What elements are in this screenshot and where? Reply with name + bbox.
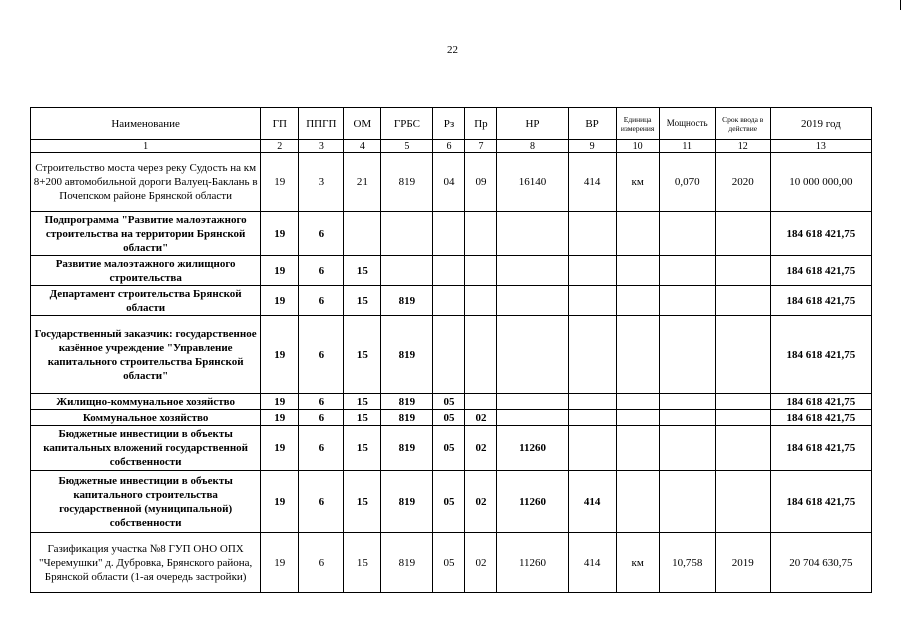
cell-rz (433, 316, 465, 394)
cell-pr (465, 256, 497, 286)
cell-term (715, 394, 770, 410)
cell-pr (465, 316, 497, 394)
column-number: 4 (344, 140, 381, 153)
cell-power: 0,070 (659, 153, 715, 212)
cell-nr (497, 212, 568, 256)
cell-ppgp: 6 (299, 410, 344, 426)
cell-ppgp: 6 (299, 426, 344, 471)
column-number: 7 (465, 140, 497, 153)
column-number: 1 (31, 140, 261, 153)
cell-rz: 05 (433, 533, 465, 593)
table-row (31, 316, 872, 394)
cell-name: Бюджетные инвестиции в объекты капитальных вложений государственной собственности (31, 426, 261, 471)
cell-grbs: 819 (381, 394, 433, 410)
cell-name: Подпрограмма "Развитие малоэтажного строительства на территории Брянской области" (31, 212, 261, 256)
cell-term (715, 212, 770, 256)
cell-amount: 184 618 421,75 (770, 410, 871, 426)
cell-ppgp: 6 (299, 316, 344, 394)
cell-pr: 02 (465, 533, 497, 593)
cell-rz: 05 (433, 394, 465, 410)
cell-term (715, 471, 770, 533)
header-cell: 2019 год (770, 108, 871, 140)
cell-ppgp: 6 (299, 212, 344, 256)
header-cell: Единица измерения (616, 108, 659, 140)
cell-name: Развитие малоэтажного жилищного строительства (31, 256, 261, 286)
cell-om: 15 (344, 471, 381, 533)
cell-grbs: 819 (381, 426, 433, 471)
column-number: 10 (616, 140, 659, 153)
header-cell: ВР (568, 108, 616, 140)
cell-name: Департамент строительства Брянской области (31, 286, 261, 316)
cell-gp: 19 (261, 394, 299, 410)
header-cell: ГП (261, 108, 299, 140)
table-row (31, 212, 872, 256)
cell-unit (616, 256, 659, 286)
table-row (31, 426, 872, 471)
cell-unit (616, 471, 659, 533)
cell-power (659, 410, 715, 426)
cell-name: Государственный заказчик: государственное казённое учреждение "Управление капитального строительства Брянской области" (31, 316, 261, 394)
cell-nr (497, 256, 568, 286)
column-number-row (31, 140, 872, 153)
cell-pr (465, 212, 497, 256)
cell-gp: 19 (261, 316, 299, 394)
cell-grbs: 819 (381, 471, 433, 533)
cell-vr: 414 (568, 471, 616, 533)
cell-pr (465, 394, 497, 410)
cell-power (659, 256, 715, 286)
cell-amount: 184 618 421,75 (770, 286, 871, 316)
table-row (31, 533, 872, 593)
cell-vr: 414 (568, 153, 616, 212)
cell-nr: 11260 (497, 533, 568, 593)
cell-amount: 184 618 421,75 (770, 212, 871, 256)
cell-grbs: 819 (381, 286, 433, 316)
column-number: 5 (381, 140, 433, 153)
cell-ppgp: 6 (299, 533, 344, 593)
cell-gp: 19 (261, 212, 299, 256)
cell-om: 21 (344, 153, 381, 212)
cell-gp: 19 (261, 256, 299, 286)
header-cell: Наименование (31, 108, 261, 140)
cell-grbs: 819 (381, 153, 433, 212)
header-row (31, 108, 872, 140)
cell-gp: 19 (261, 471, 299, 533)
cell-grbs (381, 212, 433, 256)
cell-power (659, 212, 715, 256)
page-number: 22 (447, 44, 458, 56)
cell-amount: 20 704 630,75 (770, 533, 871, 593)
cell-ppgp: 6 (299, 394, 344, 410)
cell-term (715, 410, 770, 426)
cell-amount: 184 618 421,75 (770, 394, 871, 410)
cell-pr: 09 (465, 153, 497, 212)
cell-vr (568, 256, 616, 286)
cell-gp: 19 (261, 286, 299, 316)
cell-nr: 11260 (497, 426, 568, 471)
cell-ppgp: 6 (299, 471, 344, 533)
cell-pr: 02 (465, 471, 497, 533)
cell-unit: км (616, 533, 659, 593)
table-row (31, 153, 872, 212)
table-row (31, 394, 872, 410)
cell-power (659, 394, 715, 410)
cell-name: Строительство моста через реку Судость на км 8+200 автомобильной дороги Валуец-Баклань в Почепском районе Брянской области (31, 153, 261, 212)
cell-gp: 19 (261, 533, 299, 593)
table-row (31, 286, 872, 316)
cell-pr: 02 (465, 426, 497, 471)
edge-mark (900, 0, 901, 10)
cell-om: 15 (344, 286, 381, 316)
cell-unit (616, 410, 659, 426)
cell-vr (568, 426, 616, 471)
cell-term (715, 426, 770, 471)
table-row (31, 256, 872, 286)
cell-power (659, 286, 715, 316)
cell-nr (497, 394, 568, 410)
cell-unit (616, 316, 659, 394)
cell-vr (568, 286, 616, 316)
cell-term (715, 286, 770, 316)
cell-rz: 04 (433, 153, 465, 212)
cell-rz: 05 (433, 410, 465, 426)
cell-name: Коммунальное хозяйство (31, 410, 261, 426)
cell-name: Жилищно-коммунальное хозяйство (31, 394, 261, 410)
cell-om (344, 212, 381, 256)
header-cell: Рз (433, 108, 465, 140)
cell-term (715, 316, 770, 394)
budget-table (30, 107, 872, 593)
column-number: 12 (715, 140, 770, 153)
cell-om: 15 (344, 533, 381, 593)
cell-power (659, 426, 715, 471)
header-cell: Срок ввода в действие (715, 108, 770, 140)
cell-om: 15 (344, 316, 381, 394)
column-number: 11 (659, 140, 715, 153)
cell-nr: 11260 (497, 471, 568, 533)
cell-om: 15 (344, 394, 381, 410)
header-cell: НР (497, 108, 568, 140)
header-cell: Пр (465, 108, 497, 140)
header-cell: ГРБС (381, 108, 433, 140)
cell-power: 10,758 (659, 533, 715, 593)
cell-unit (616, 286, 659, 316)
cell-vr (568, 316, 616, 394)
cell-nr (497, 316, 568, 394)
cell-name: Бюджетные инвестиции в объекты капитального строительства государственной (муниципальной) собственности (31, 471, 261, 533)
cell-grbs: 819 (381, 533, 433, 593)
cell-rz: 05 (433, 426, 465, 471)
cell-vr (568, 394, 616, 410)
cell-amount: 184 618 421,75 (770, 471, 871, 533)
cell-pr (465, 286, 497, 316)
cell-grbs: 819 (381, 316, 433, 394)
column-number: 8 (497, 140, 568, 153)
cell-nr (497, 286, 568, 316)
cell-term (715, 256, 770, 286)
cell-vr (568, 212, 616, 256)
cell-unit (616, 212, 659, 256)
header-cell: ППГП (299, 108, 344, 140)
cell-nr (497, 410, 568, 426)
cell-rz (433, 286, 465, 316)
cell-vr (568, 410, 616, 426)
table-row (31, 471, 872, 533)
cell-vr: 414 (568, 533, 616, 593)
cell-om: 15 (344, 256, 381, 286)
column-number: 2 (261, 140, 299, 153)
cell-term: 2020 (715, 153, 770, 212)
cell-rz (433, 212, 465, 256)
header-cell: Мощность (659, 108, 715, 140)
cell-term: 2019 (715, 533, 770, 593)
cell-unit: км (616, 153, 659, 212)
cell-ppgp: 6 (299, 256, 344, 286)
cell-unit (616, 394, 659, 410)
cell-power (659, 471, 715, 533)
column-number: 9 (568, 140, 616, 153)
cell-unit (616, 426, 659, 471)
cell-gp: 19 (261, 153, 299, 212)
cell-amount: 184 618 421,75 (770, 316, 871, 394)
cell-grbs (381, 256, 433, 286)
cell-ppgp: 3 (299, 153, 344, 212)
cell-power (659, 316, 715, 394)
cell-gp: 19 (261, 426, 299, 471)
cell-rz: 05 (433, 471, 465, 533)
cell-amount: 184 618 421,75 (770, 426, 871, 471)
cell-name: Газификация участка №8 ГУП ОНО ОПХ "Черемушки" д. Дубровка, Брянского района, Брянской области (1-ая очередь застройки) (31, 533, 261, 593)
column-number: 3 (299, 140, 344, 153)
cell-om: 15 (344, 426, 381, 471)
cell-gp: 19 (261, 410, 299, 426)
cell-pr: 02 (465, 410, 497, 426)
table-row (31, 410, 872, 426)
cell-grbs: 819 (381, 410, 433, 426)
cell-nr: 16140 (497, 153, 568, 212)
cell-om: 15 (344, 410, 381, 426)
cell-ppgp: 6 (299, 286, 344, 316)
cell-amount: 184 618 421,75 (770, 256, 871, 286)
column-number: 13 (770, 140, 871, 153)
cell-amount: 10 000 000,00 (770, 153, 871, 212)
cell-rz (433, 256, 465, 286)
column-number: 6 (433, 140, 465, 153)
header-cell: ОМ (344, 108, 381, 140)
